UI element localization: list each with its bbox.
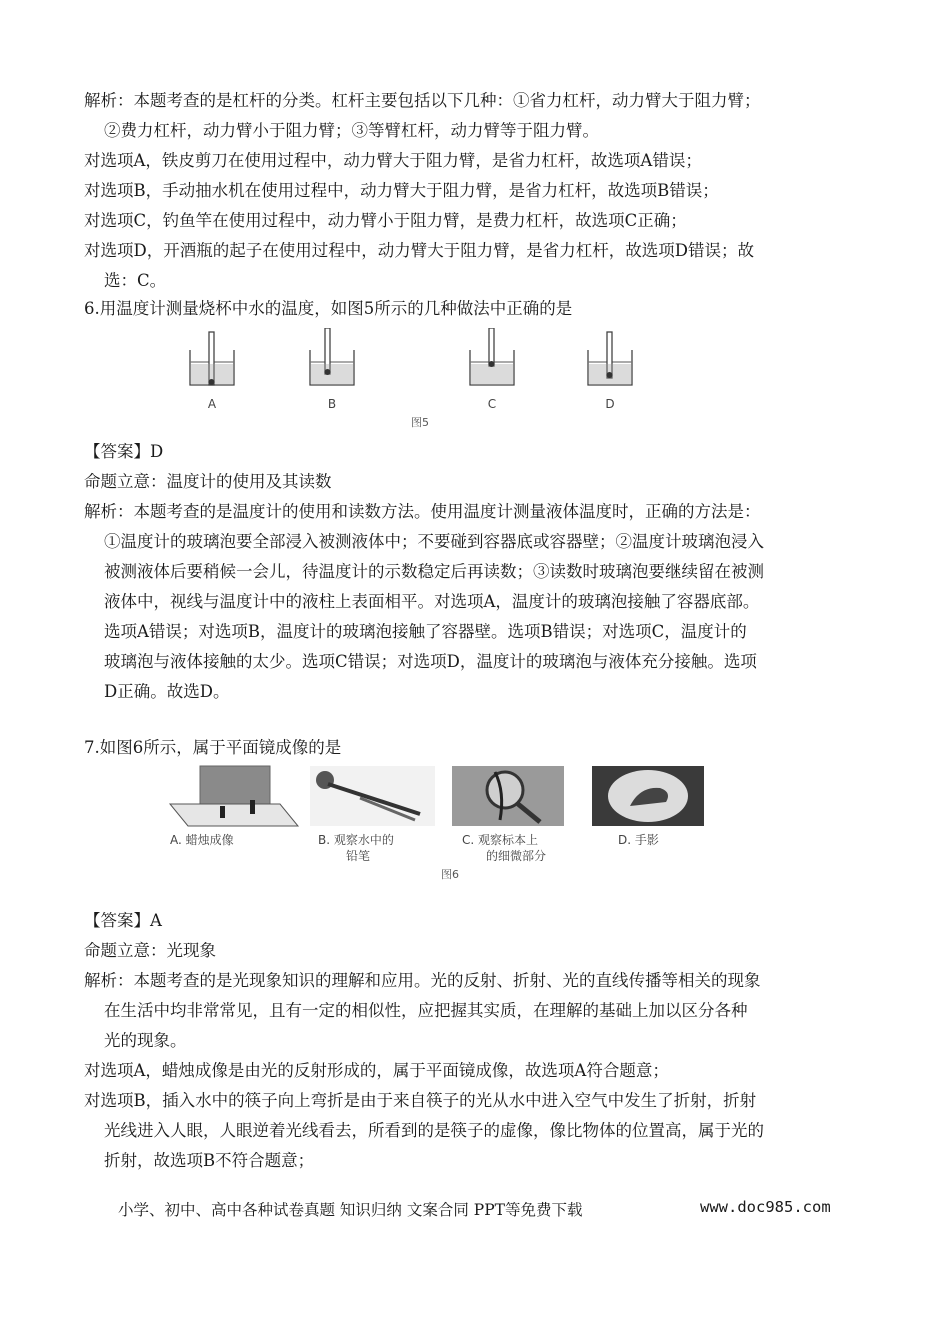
fig5-label-b: B bbox=[327, 397, 337, 411]
photo-c-magnifier bbox=[452, 766, 564, 826]
fig6-label-a: A. 蜡烛成像 bbox=[170, 833, 234, 847]
photo-a-candle bbox=[170, 766, 298, 826]
q6-analysis-line-4: 液体中，视线与温度计中的液柱上表面相平。对选项A，温度计的玻璃泡接触了容器底部。 bbox=[104, 592, 760, 611]
figure-5 bbox=[170, 328, 670, 430]
q7-option-b-line-3: 折射，故选项B不符合题意； bbox=[104, 1151, 315, 1170]
prev-option-a: 对选项A，铁皮剪刀在使用过程中，动力臂大于阻力臂，是省力杠杆，故选项A错误； bbox=[84, 151, 702, 170]
q7-option-a: 对选项A，蜡烛成像是由光的反射形成的，属于平面镜成像，故选项A符合题意； bbox=[84, 1061, 669, 1080]
fig5-label-d: D bbox=[605, 397, 615, 411]
thermometer-beakers-diagram bbox=[170, 328, 670, 430]
q7-option-b-line-2: 光线进入人眼，人眼逆着光线看去，所看到的是筷子的虚像，像比物体的位置高，属于光的 bbox=[104, 1121, 764, 1140]
question-7: 7.如图6所示，属于平面镜成像的是 bbox=[84, 738, 342, 757]
question-6: 6.用温度计测量烧杯中水的温度，如图5所示的几种做法中正确的是 bbox=[84, 299, 573, 318]
fig6-caption: 图6 bbox=[441, 868, 459, 881]
q6-intent: 命题立意：温度计的使用及其读数 bbox=[84, 472, 332, 491]
prev-analysis-line-1: 解析：本题考查的是杠杆的分类。杠杆主要包括以下几种：①省力杠杆，动力臂大于阻力臂； bbox=[84, 91, 761, 110]
q6-analysis-line-6: 玻璃泡与液体接触的太少。选项C错误；对选项D，温度计的玻璃泡与液体充分接触。选项 bbox=[104, 652, 757, 671]
footer-url[interactable]: www.doc985.com bbox=[700, 1198, 831, 1216]
fig5-label-a: A bbox=[207, 397, 217, 411]
prev-option-c: 对选项C，钓鱼竿在使用过程中，动力臂小于阻力臂，是费力杠杆，故选项C正确； bbox=[84, 211, 687, 230]
fig6-label-c-l2: 的细微部分 bbox=[486, 849, 547, 863]
fig6-label-c: C. 观察标本上 bbox=[462, 833, 539, 847]
q7-answer: 【答案】A bbox=[84, 911, 162, 930]
photo-d-hand-shadow bbox=[592, 766, 704, 826]
fig6-label-b: B. 观察水中的 bbox=[318, 833, 394, 847]
fig5-label-c: C bbox=[487, 397, 497, 411]
light-phenomena-photos bbox=[160, 762, 740, 884]
q6-analysis-line-1: 解析：本题考查的是温度计的使用和读数方法。使用温度计测量液体温度时，正确的方法是： bbox=[84, 502, 761, 521]
q6-analysis-line-7: D正确。故选D。 bbox=[104, 682, 230, 701]
q6-analysis-line-3: 被测液体后要稍候一会儿，待温度计的示数稳定后再读数；③读数时玻璃泡要继续留在被测 bbox=[104, 562, 764, 581]
fig6-label-b-l2: 铅笔 bbox=[346, 849, 371, 863]
q6-answer: 【答案】D bbox=[84, 442, 164, 461]
fig6-label-d: D. 手影 bbox=[618, 833, 659, 847]
q7-analysis-line-2: 在生活中均非常常见，且有一定的相似性，应把握其实质，在理解的基础上加以区分各种 bbox=[104, 1001, 748, 1020]
q7-intent: 命题立意：光现象 bbox=[84, 941, 216, 960]
prev-analysis-line-2: ②费力杠杆，动力臂小于阻力臂；③等臂杠杆，动力臂等于阻力臂。 bbox=[104, 121, 599, 140]
fig5-caption: 图5 bbox=[411, 416, 429, 429]
prev-option-d-line-2: 选：C。 bbox=[104, 271, 167, 290]
prev-option-d-line-1: 对选项D，开酒瓶的起子在使用过程中，动力臂大于阻力臂，是省力杠杆，故选项D错误；故 bbox=[84, 241, 754, 260]
q6-analysis-line-5: 选项A错误；对选项B，温度计的玻璃泡接触了容器壁。选项B错误；对选项C，温度计的 bbox=[104, 622, 747, 641]
figure-6 bbox=[160, 762, 740, 884]
footer-text: 小学、初中、高中各种试卷真题 知识归纳 文案合同 PPT等免费下载 bbox=[118, 1201, 583, 1219]
photo-b-pencil bbox=[310, 766, 435, 826]
prev-option-b: 对选项B，手动抽水机在使用过程中，动力臂大于阻力臂，是省力杠杆，故选项B错误； bbox=[84, 181, 719, 200]
q7-option-b-line-1: 对选项B，插入水中的筷子向上弯折是由于来自筷子的光从水中进入空气中发生了折射，折射 bbox=[84, 1091, 757, 1110]
q7-analysis-line-3: 光的现象。 bbox=[104, 1031, 187, 1050]
q7-analysis-line-1: 解析：本题考查的是光现象知识的理解和应用。光的反射、折射、光的直线传播等相关的现象 bbox=[84, 971, 761, 990]
q6-analysis-line-2: ①温度计的玻璃泡要全部浸入被测液体中；不要碰到容器底或容器壁；②温度计玻璃泡浸入 bbox=[104, 532, 764, 551]
